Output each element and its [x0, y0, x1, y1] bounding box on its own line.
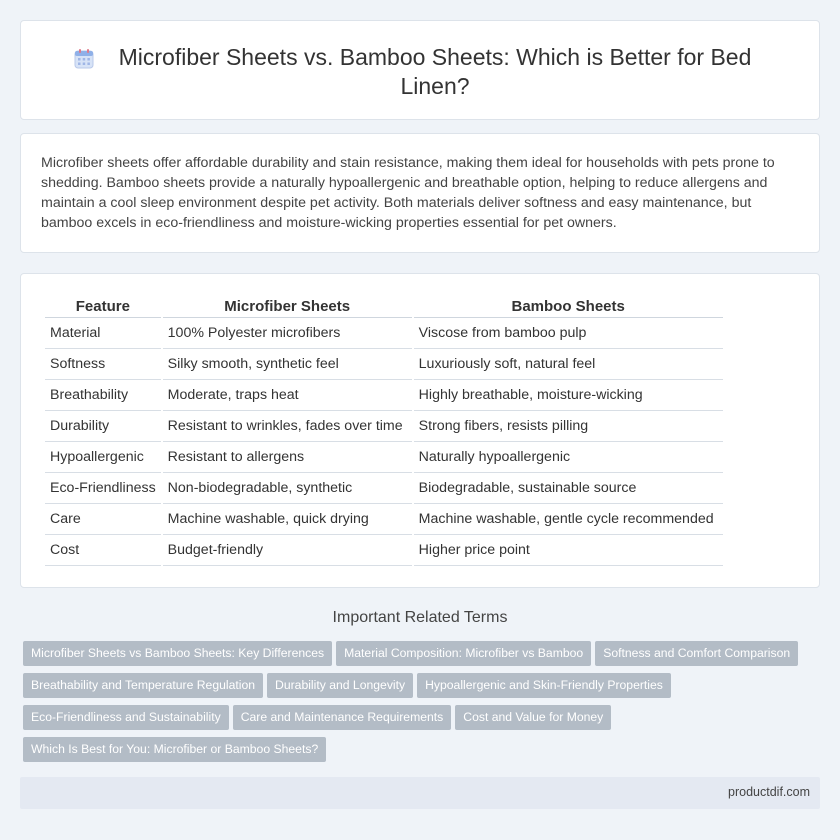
cell-feature: Breathability — [45, 380, 161, 411]
cell-feature: Cost — [45, 535, 161, 566]
intro-card — [20, 133, 820, 253]
header-card — [20, 20, 820, 120]
cell-microfiber: Resistant to wrinkles, fades over time — [163, 411, 412, 442]
page-title: Microfiber Sheets vs. Bamboo Sheets: Which is Better for Bed Linen? — [118, 44, 752, 99]
related-terms-title: Important Related Terms — [332, 609, 508, 626]
column-header-bamboo: Bamboo Sheets — [414, 294, 723, 318]
cell-bamboo: Highly breathable, moisture-wicking — [414, 380, 723, 411]
cell-feature: Eco-Friendliness — [45, 473, 161, 504]
related-term-tag[interactable]: Which Is Best for You: Microfiber or Bamboo Sheets? — [23, 737, 326, 762]
comparison-table — [43, 294, 725, 566]
related-term-tag[interactable]: Microfiber Sheets vs Bamboo Sheets: Key Differences — [23, 641, 332, 666]
cell-microfiber: Moderate, traps heat — [163, 380, 412, 411]
cell-feature: Softness — [45, 349, 161, 380]
cell-microfiber: Resistant to allergens — [163, 442, 412, 473]
cell-bamboo: Strong fibers, resists pilling — [414, 411, 723, 442]
table-row — [45, 535, 723, 566]
cell-bamboo: Naturally hypoallergenic — [414, 442, 723, 473]
table-row — [45, 349, 723, 380]
table-header-row — [45, 294, 723, 318]
cell-bamboo: Machine washable, gentle cycle recommended — [414, 504, 723, 535]
related-term-tag[interactable]: Eco-Friendliness and Sustainability — [23, 705, 229, 730]
related-term-tag[interactable]: Cost and Value for Money — [455, 705, 611, 730]
column-header-feature: Feature — [45, 294, 161, 318]
cell-microfiber: Silky smooth, synthetic feel — [163, 349, 412, 380]
cell-bamboo: Biodegradable, sustainable source — [414, 473, 723, 504]
table-row — [45, 442, 723, 473]
cell-microfiber: Non-biodegradable, synthetic — [163, 473, 412, 504]
related-term-tag[interactable]: Care and Maintenance Requirements — [233, 705, 452, 730]
related-terms-list — [23, 641, 823, 769]
table-row — [45, 318, 723, 349]
column-header-microfiber: Microfiber Sheets — [163, 294, 412, 318]
related-term-tag[interactable]: Durability and Longevity — [267, 673, 413, 698]
cell-feature: Durability — [45, 411, 161, 442]
cell-microfiber: 100% Polyester microfibers — [163, 318, 412, 349]
cell-feature: Material — [45, 318, 161, 349]
related-term-tag[interactable]: Material Composition: Microfiber vs Bamboo — [336, 641, 591, 666]
table-row — [45, 411, 723, 442]
cell-bamboo: Higher price point — [414, 535, 723, 566]
cell-bamboo: Viscose from bamboo pulp — [414, 318, 723, 349]
cell-bamboo: Luxuriously soft, natural feel — [414, 349, 723, 380]
related-term-tag[interactable]: Softness and Comfort Comparison — [595, 641, 798, 666]
related-term-tag[interactable]: Hypoallergenic and Skin-Friendly Properties — [417, 673, 671, 698]
footer — [20, 777, 820, 809]
comparison-card — [20, 273, 820, 588]
cell-feature: Hypoallergenic — [45, 442, 161, 473]
cell-feature: Care — [45, 504, 161, 535]
table-row — [45, 504, 723, 535]
footer-site-link[interactable]: productdif.com — [728, 785, 810, 799]
table-row — [45, 380, 723, 411]
intro-paragraph: Microfiber sheets offer affordable durability and stain resistance, making them ideal for households with pets prone to shedding. Bamboo sheets provide a naturally hypoallergenic and breathable option, helping to reduce allergens and maintain a cool sleep environment despite pet activity. Both materials deliver softness and easy maintenance, but bamboo excels in eco-friendliness and moisture-wicking properties essential for pet owners. — [41, 155, 775, 231]
table-row — [45, 473, 723, 504]
cell-microfiber: Machine washable, quick drying — [163, 504, 412, 535]
cell-microfiber: Budget-friendly — [163, 535, 412, 566]
related-term-tag[interactable]: Breathability and Temperature Regulation — [23, 673, 263, 698]
